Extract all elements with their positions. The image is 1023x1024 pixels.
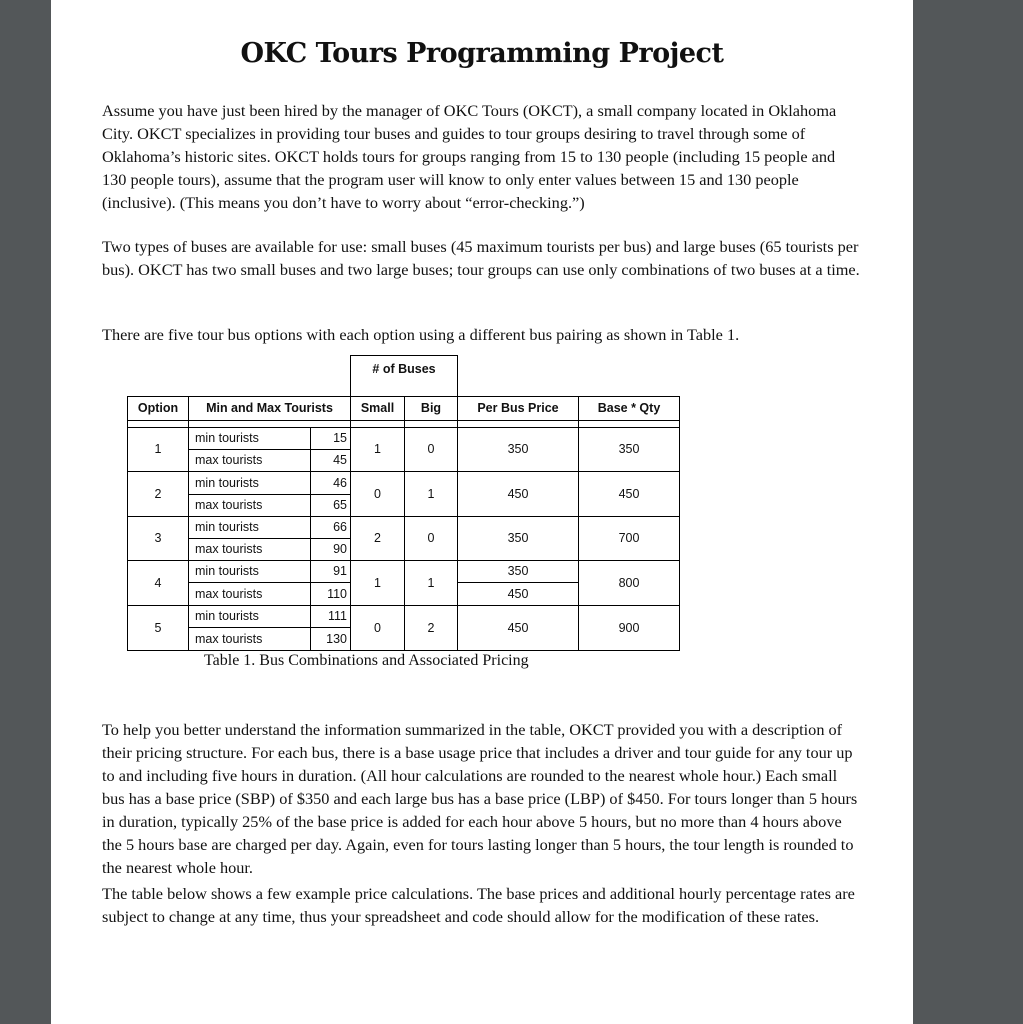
table-cell-big: 0 (427, 442, 435, 456)
table-cell-price-small: 350 (507, 564, 529, 578)
header-option: Option (137, 401, 179, 415)
table-cell-small: 0 (374, 620, 381, 635)
example-paragraph: The table below shows a few example price calculations. The base prices and additional hourly percentage rates are subject to change at any time, thus your spreadsheet and code should allow for the modification of these rates. (102, 884, 855, 926)
table-cell-base: 700 (618, 531, 640, 545)
table-cell-min-label: min tourists (195, 475, 259, 490)
table-cell-min: 91 (333, 564, 347, 578)
table-cell-price: 350 (507, 531, 529, 545)
table-cell-big: 1 (427, 575, 435, 590)
table-cell-max: 90 (333, 542, 347, 556)
table-cell-price-big: 450 (507, 586, 529, 601)
table-cell-max: 45 (333, 453, 347, 467)
table-cell-min: 111 (327, 609, 347, 623)
page-title: OKC Tours Programming Project (240, 38, 724, 69)
bus-combinations-table (51, 0, 913, 700)
header-big: Big (420, 401, 442, 415)
table-cell-option: 2 (154, 486, 162, 501)
table-cell-big: 1 (427, 486, 435, 501)
pricing-paragraph: To help you better understand the information summarized in the table, OKCT provided you with a description of their pricing structure. For each bus, there is a base usage price that includes a driver and tour guide for any tour up to and including five hours in duration. (All hour calculations are rounded to the nearest whole hour.) Each small bus has a base price (SBP) of $350 and each large bus has a base price (LBP) of $450. For tours longer than 5 hours in duration, typically 25% of the base price is added for each hour above 5 hours, but no more than 4 hours above the 5 hours base are charged per day. Again, even for tours lasting longer than 5 hours, the tour length is rounded to the nearest whole hour. (102, 720, 858, 877)
header-min-max: Min and Max Tourists (206, 401, 333, 415)
bus-types-paragraph: Two types of buses are available for use: small buses (45 maximum tourists per bus) and large buses (65 tourists per bus). OKCT has two small buses and two large buses; tour groups can use only combinations of two buses at a time. (102, 237, 860, 279)
table-cell-min: 15 (333, 431, 347, 445)
table-cell-option: 4 (154, 575, 162, 590)
header-small: Small (360, 401, 395, 415)
document-page (51, 0, 913, 1024)
header-base-qty: Base * Qty (597, 401, 661, 415)
table-cell-price: 450 (507, 620, 529, 635)
table-cell-min-label: min tourists (195, 564, 259, 578)
table-cell-base: 450 (618, 486, 640, 501)
table-cell-max-label: max tourists (195, 586, 263, 601)
table-cell-option: 3 (154, 531, 162, 545)
table-cell-price: 350 (507, 442, 529, 456)
table-cell-max: 110 (327, 586, 347, 601)
options-paragraph: There are five tour bus options with each option using a different bus pairing as shown in Table 1. (102, 325, 740, 344)
table-cell-small: 0 (374, 486, 381, 501)
table-cell-max-label: max tourists (195, 631, 263, 646)
table-cell-big: 0 (427, 531, 435, 545)
table-cell-small: 2 (374, 531, 381, 545)
table-cell-max-label: max tourists (195, 498, 263, 512)
table-cell-min-label: min tourists (195, 520, 259, 534)
intro-paragraph: Assume you have just been hired by the manager of OKC Tours (OKCT), a small company located in Oklahoma City. OKCT specializes in providing tour buses and guides to tour groups desiring to travel through some of Oklahoma’s historic sites. OKCT holds tours for groups ranging from 15 to 130 people (including 15 people and 130 people tours), assume that the program user will know to only enter values between 15 and 130 people (inclusive). (This means you don’t have to worry about “error-checking.”) (102, 101, 837, 212)
table-cell-max: 130 (326, 631, 347, 646)
table-cell-min: 46 (333, 475, 347, 490)
header-per-bus-price: Per Bus Price (477, 401, 559, 415)
table-cell-max-label: max tourists (195, 453, 263, 467)
table-cell-big: 2 (427, 620, 435, 635)
table-cell-small: 1 (374, 575, 381, 590)
table-cell-base: 900 (618, 620, 640, 635)
table-caption: Table 1. Bus Combinations and Associated Pricing (204, 652, 529, 669)
table-cell-price: 450 (507, 486, 529, 501)
table-cell-min: 66 (333, 520, 347, 534)
table-cell-option: 1 (154, 442, 162, 456)
table-cell-small: 1 (374, 442, 381, 456)
table-cell-min-label: min tourists (195, 431, 259, 445)
table-cell-max-label: max tourists (195, 542, 263, 556)
table-cell-base: 350 (618, 442, 640, 456)
table-cell-max: 65 (333, 498, 347, 512)
table-cell-option: 5 (154, 620, 162, 635)
table-cell-base: 800 (618, 575, 640, 590)
table-cell-min-label: min tourists (195, 609, 259, 623)
buses-group-header: # of Buses (372, 361, 436, 376)
